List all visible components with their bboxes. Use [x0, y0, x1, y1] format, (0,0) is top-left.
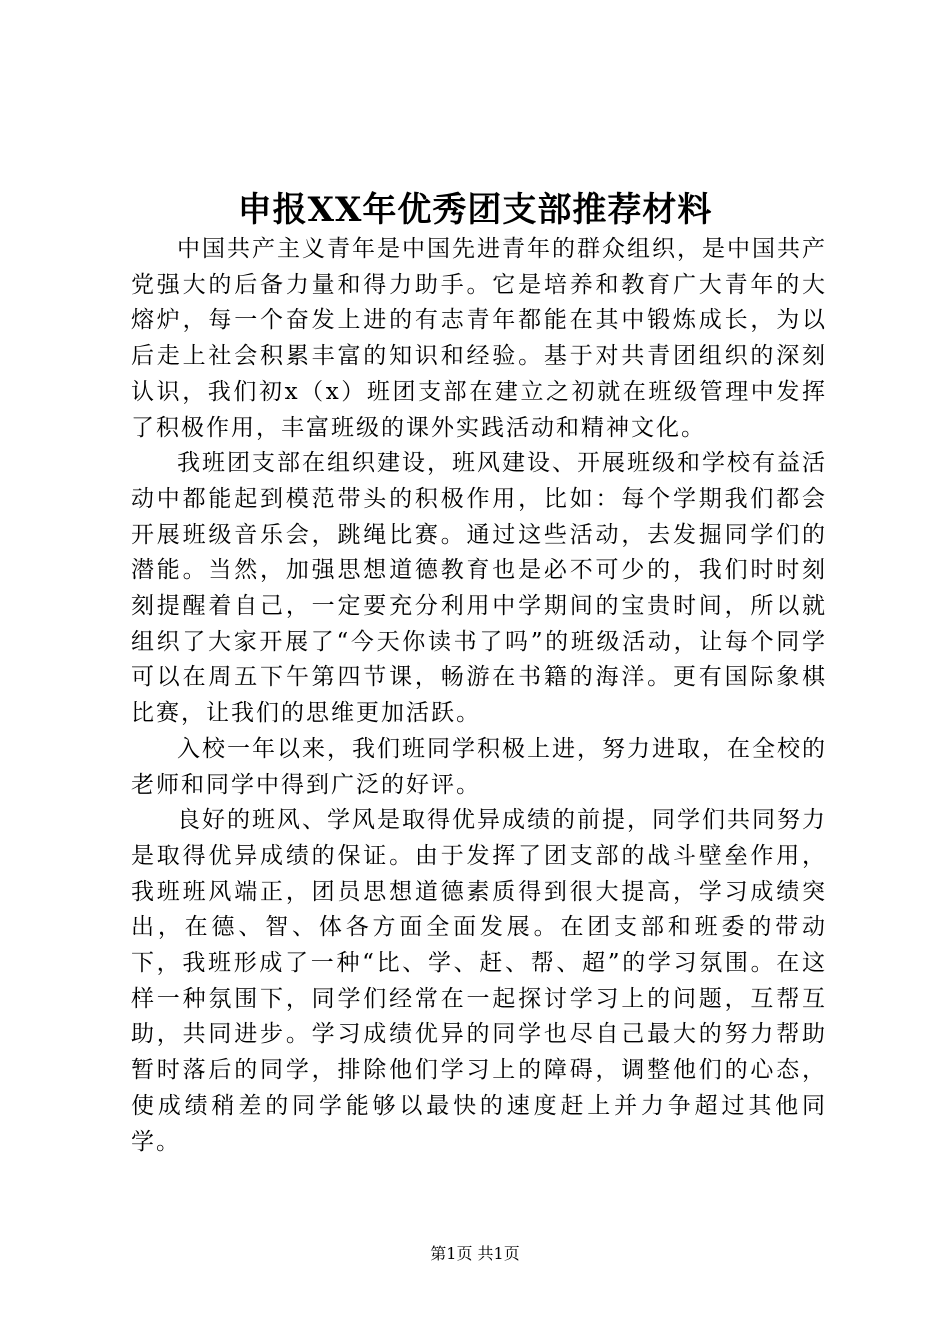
paragraph-3: 入校一年以来，我们班同学积极上进，努力进取，在全校的老师和同学中得到广泛的好评。: [131, 735, 827, 798]
paragraph-2: 我班团支部在组织建设，班风建设、开展班级和学校有益活动中都能起到模范带头的积极作用，比如：每个学期我们都会开展班级音乐会，跳绳比赛。通过这些活动，去发掘同学们的潜能。当然，加强思想道德教育也是必不可少的，我们时时刻刻提醒着自己，一定要充分利用中学期间的宝贵时间，所以就组织了大家开展了“今天你读书了吗”的班级活动，让每个同学可以在周五下午第四节课，畅游在书籍的海洋。更有国际象棋比赛，让我们的思维更加活跃。: [131, 450, 827, 727]
paragraph-4: 良好的班风、学风是取得优异成绩的前提，同学们共同努力是取得优异成绩的保证。由于发挥了团支部的战斗壁垒作用，我班班风端正，团员思想道德素质得到很大提高，学习成绩突出，在德、智、体各方面全面发展。在团支部和班委的带动下，我班形成了一种“比、学、赶、帮、超”的学习氛围。在这样一种氛围下，同学们经常在一起探讨学习上的问题，互帮互助，共同进步。学习成绩优异的同学也尽自己最大的努力帮助暂时落后的同学，排除他们学习上的障碍，调整他们的心态，使成绩稍差的同学能够以最快的速度赶上并力争超过其他同学。: [131, 807, 827, 1155]
document-title: 申报XX年优秀团支部推荐材料: [237, 190, 713, 230]
paragraph-1: 中国共产主义青年是中国先进青年的群众组织，是中国共产党强大的后备力量和得力助手。它是培养和教育广大青年的大熔炉，每一个奋发上进的有志青年都能在其中锻炼成长，为以后走上社会积累丰富的知识和经验。基于对共青团组织的深刻认识，我们初x（x）班团支部在建立之初就在班级管理中发挥了积极作用，丰富班级的课外实践活动和精神文化。: [131, 236, 827, 441]
document-body: [131, 232, 827, 1160]
page-footer: 第1页 共1页: [430, 1244, 520, 1263]
